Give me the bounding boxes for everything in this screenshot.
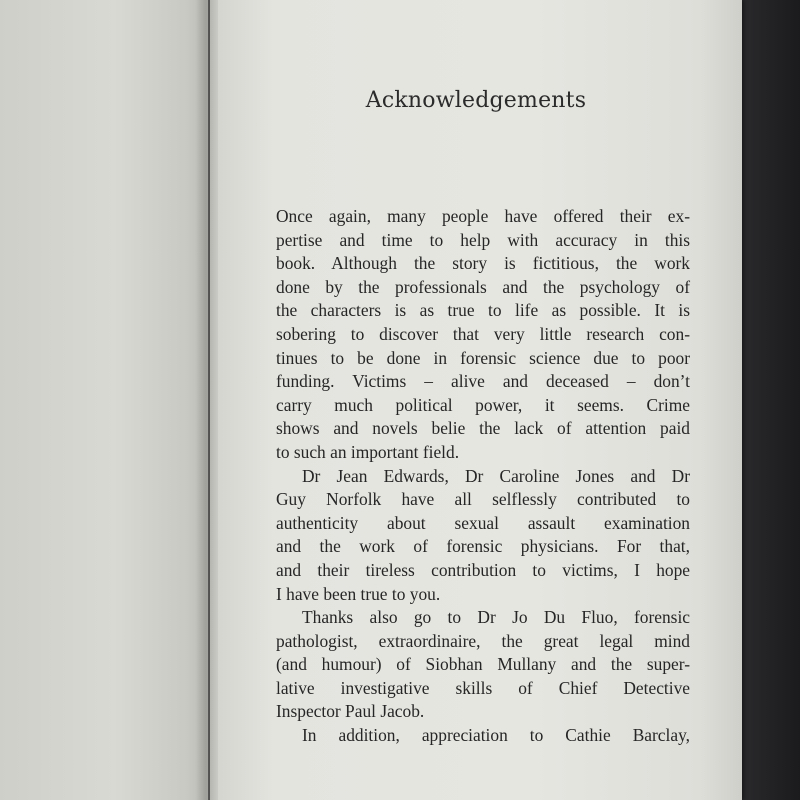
text-line: pertise and time to help with accuracy in this: [276, 229, 690, 250]
text-line: to such an important field.: [276, 441, 460, 462]
text-line: Dr Jean Edwards, Dr Caroline Jones and Dr: [302, 465, 690, 486]
text-line: carry much political power, it seems. Crime: [276, 394, 690, 415]
text-line: Thanks also go to Dr Jo Du Fluo, forensic: [302, 607, 690, 628]
text-line: I have been true to you.: [276, 583, 441, 604]
paragraph-1: [276, 205, 690, 465]
right-page: [210, 0, 742, 800]
text-line: authenticity about sexual assault examination: [276, 512, 690, 533]
text-line: tinues to be done in forensic science due to poor: [276, 347, 690, 368]
text-line: funding. Victims – alive and deceased – don’t: [276, 371, 690, 392]
text-line: shows and novels belie the lack of attention paid: [276, 418, 690, 439]
acknowledgements-body: [276, 205, 690, 748]
text-line: In addition, appreciation to Cathie Barclay,: [302, 725, 690, 746]
text-line: lative investigative skills of Chief Detective: [276, 677, 690, 698]
paragraph-4: [276, 724, 690, 748]
text-line: (and humour) of Siobhan Mullany and the super-: [276, 654, 690, 675]
text-line: book. Although the story is fictitious, the work: [276, 253, 690, 274]
text-line: and their tireless contribution to victims, I hope: [276, 559, 690, 580]
text-line: the characters is as true to life as possible. It is: [276, 300, 690, 321]
page-title: Acknowledgements: [365, 88, 587, 113]
dark-background-edge: [740, 0, 800, 800]
text-line: and the work of forensic physicians. For that,: [276, 536, 690, 557]
paragraph-3: [276, 606, 690, 724]
paragraph-2: [276, 465, 690, 607]
text-line: Inspector Paul Jacob.: [276, 701, 425, 722]
text-line: Guy Norfolk have all selflessly contributed to: [276, 489, 690, 510]
text-line: done by the professionals and the psychology of: [276, 276, 690, 297]
text-line: pathologist, extraordinaire, the great legal mind: [276, 630, 690, 651]
text-line: sobering to discover that very little research con-: [276, 323, 690, 344]
book-gutter: [196, 0, 218, 800]
left-page: [0, 0, 208, 800]
text-line: Once again, many people have offered their ex-: [276, 206, 690, 226]
